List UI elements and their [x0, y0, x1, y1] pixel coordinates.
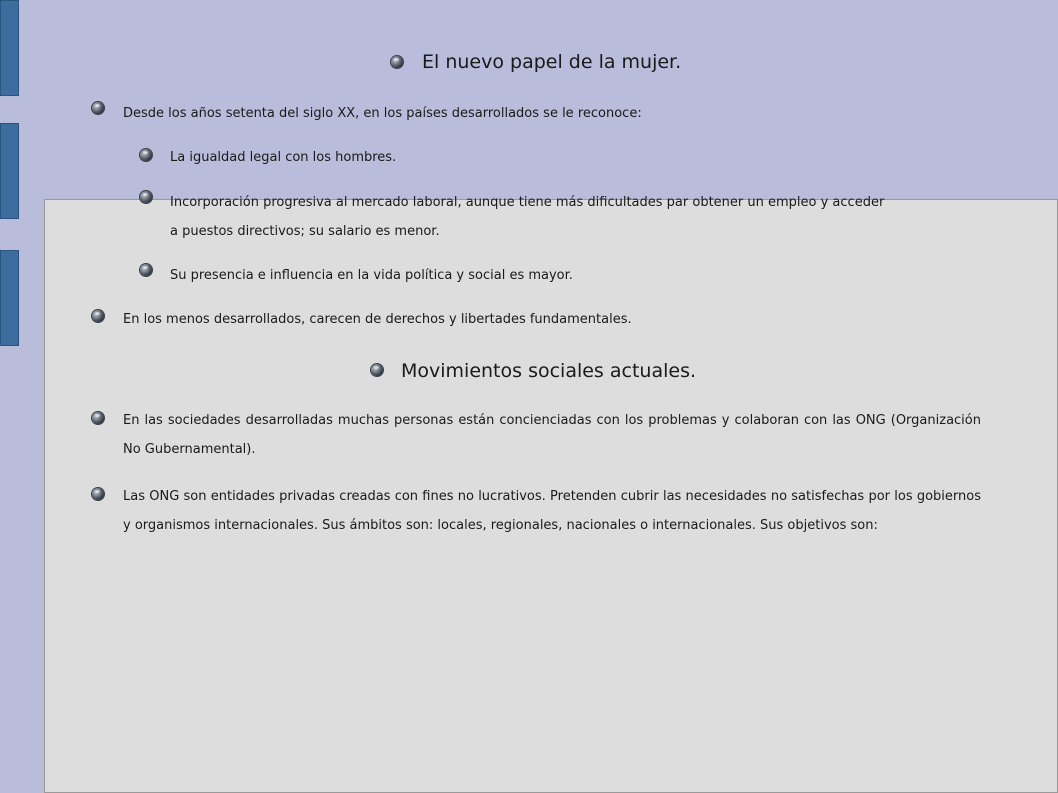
globe-bullet-icon [92, 412, 104, 424]
women-subitem-labor-line-2: a puestos directivos; su salario es menor. [170, 224, 440, 239]
decorative-accent-bar [0, 123, 19, 219]
globe-bullet-icon [140, 264, 152, 276]
globe-bullet-icon [92, 310, 104, 322]
women-less-developed: En los menos desarrollados, carecen de derechos y libertades fundamentales. [123, 312, 632, 327]
decorative-accent-bar [0, 0, 19, 96]
section-heading-movements: Movimientos sociales actuales. [401, 360, 697, 382]
women-subitem-labor-line-1: Incorporación progresiva al mercado laboral, aunque tiene más dificultades par obtener un empleo y acceder [170, 195, 885, 210]
movements-paragraph-ong: Las ONG son entidades privadas creadas con fines no lucrativos. Pretenden cubrir las necesidades no satisfechas por los gobiernos y organismos internacionales. Sus ámbitos son: locales, regionales, nacionales o internacionales. Sus objetivos son: [123, 489, 981, 533]
women-subitem-political-presence: Su presencia e influencia en la vida política y social es mayor. [170, 268, 573, 283]
decorative-accent-bar [0, 250, 19, 346]
globe-bullet-icon [391, 56, 403, 68]
globe-bullet-icon [140, 191, 152, 203]
globe-bullet-icon [92, 488, 104, 500]
section-heading-women: El nuevo papel de la mujer. [422, 51, 682, 73]
movements-paragraph-awareness: En las sociedades desarrolladas muchas personas están concienciadas con los problemas y colaboran con las ONG (Organización No Gubernamental). [123, 413, 981, 457]
women-intro: Desde los años setenta del siglo XX, en los países desarrollados se le reconoce: [123, 106, 642, 121]
globe-bullet-icon [92, 102, 104, 114]
globe-bullet-icon [140, 149, 152, 161]
women-subitem-legal-equality: La igualdad legal con los hombres. [170, 150, 397, 165]
globe-bullet-icon [371, 364, 383, 376]
